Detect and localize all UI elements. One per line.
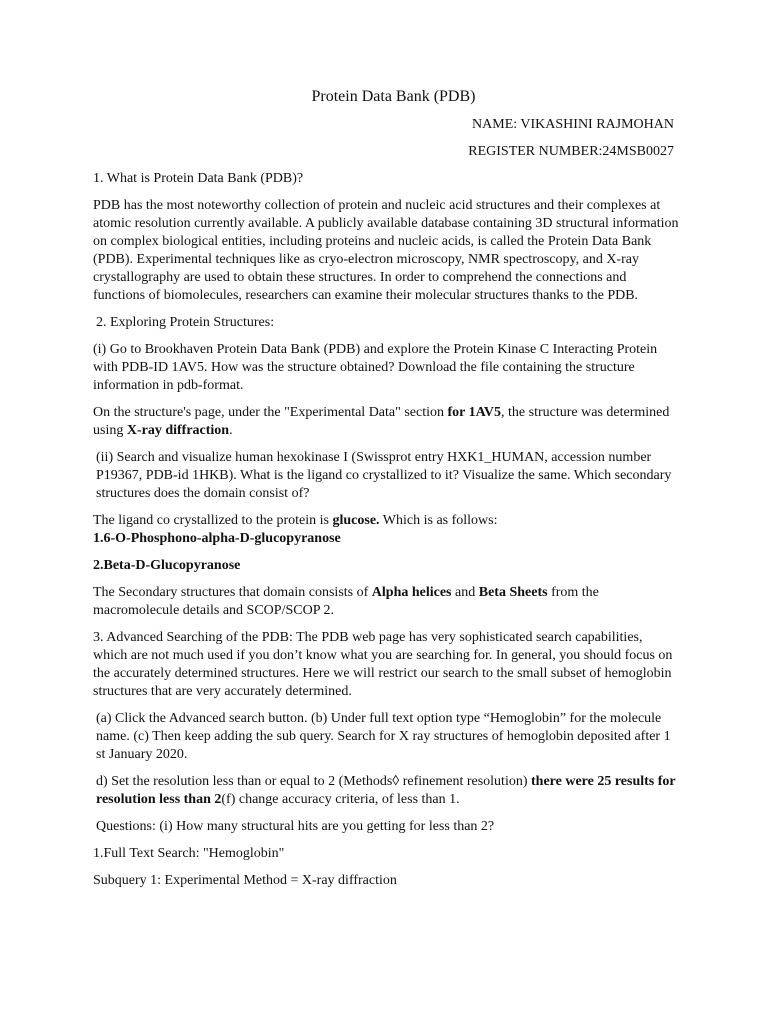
question-3-steps-abc: (a) Click the Advanced search button. (b) Under full text option type “Hemoglobin” for the molecule name. (c) Then keep adding the sub query. Search for X ray structures of hemoglobin deposited after 1 st January 2020. <box>96 711 671 762</box>
question-1-heading: 1. What is Protein Data Bank (PDB)? <box>93 171 304 186</box>
answer-text: The ligand co crystallized to the protein is <box>93 513 333 528</box>
question-2-heading: 2. Exploring Protein Structures: <box>96 315 275 330</box>
full-text-search: 1.Full Text Search: "Hemoglobin" <box>93 846 285 861</box>
answer-text: and <box>451 585 479 600</box>
answer-bold: X-ray diffraction <box>126 423 230 438</box>
answer-text: Which is as follows: <box>379 513 498 528</box>
question-1-answer: PDB has the most noteworthy collection of protein and nucleic acid structures and their complexes at atomic resolution currently available. A publicly available database containing 3D structural information on complex biological entities, including proteins and nucleic acids, is called the Protein Data Bank (PDB). Experimental techniques like as cryo-electron microscopy, NMR spectroscopy, and X-ray crystallography are used to obtain these structures. In order to comprehend the connections and functions of biomolecules, researchers can examine their molecular structures thanks to the PDB. <box>93 198 679 303</box>
document-title: Protein Data Bank (PDB) <box>311 88 476 105</box>
secondary-structures <box>93 584 680 620</box>
answer-bold: for 1AV5 <box>447 405 502 420</box>
answer-text: The Secondary structures that domain consists of <box>93 585 372 600</box>
student-name: NAME: VIKASHINI RAJMOHAN <box>472 117 674 132</box>
question-3-heading: 3. Advanced Searching of the PDB: The PDB web page has very sophisticated search capabilities, which are not much used if you don’t know what you are searching for. In general, you should focus on the accurately determined structures. Here we will restrict our search to the small subset of hemoglobin structures that are very accurately determined. <box>93 630 673 699</box>
subquery-1: Subquery 1: Experimental Method = X-ray diffraction <box>93 873 397 888</box>
question-2-part-i: (i) Go to Brookhaven Protein Data Bank (PDB) and explore the Protein Kinase C Interacting Protein with PDB-ID 1AV5. How was the structure obtained? Download the file containing the structure information in pdb-format. <box>93 342 658 393</box>
answer-text: On the structure's page, under the "Experimental Data" section <box>93 405 448 420</box>
answer-bold: Beta Sheets <box>478 585 548 600</box>
ligand-1: 1.6-O-Phosphono-alpha-D-glucopyranose <box>93 531 341 546</box>
answer-text: from the macromolecule details and SCOP/SCOP 2. <box>93 585 599 618</box>
question-2-answer-ii <box>93 512 680 530</box>
answer-bold: glucose. <box>332 513 380 528</box>
question-3-step-d <box>93 773 680 809</box>
answer-text: . <box>229 423 233 438</box>
register-number: REGISTER NUMBER:24MSB0027 <box>468 144 674 159</box>
step-text: d) Set the resolution less than or equal to 2 (Methods◊ refinement resolution) <box>96 774 531 789</box>
question-2-answer-i <box>93 404 680 440</box>
ligand-2: 2.Beta-D-Glucopyranose <box>93 558 241 573</box>
answer-text: , the structure was determined using <box>93 405 670 438</box>
step-bold: there were 25 results for resolution less than 2 <box>96 774 676 807</box>
question-3-question-i: Questions: (i) How many structural hits are you getting for less than 2? <box>96 819 495 834</box>
step-text: (f) change accuracy criteria, of less than 1. <box>221 792 460 807</box>
question-2-part-ii: (ii) Search and visualize human hexokinase I (Swissprot entry HXK1_HUMAN, accession number P19367, PDB-id 1HKB). What is the ligand co crystallized to it? Visualize the same. Which secondary structures does the domain consist of? <box>96 450 672 501</box>
answer-bold: Alpha helices <box>371 585 452 600</box>
